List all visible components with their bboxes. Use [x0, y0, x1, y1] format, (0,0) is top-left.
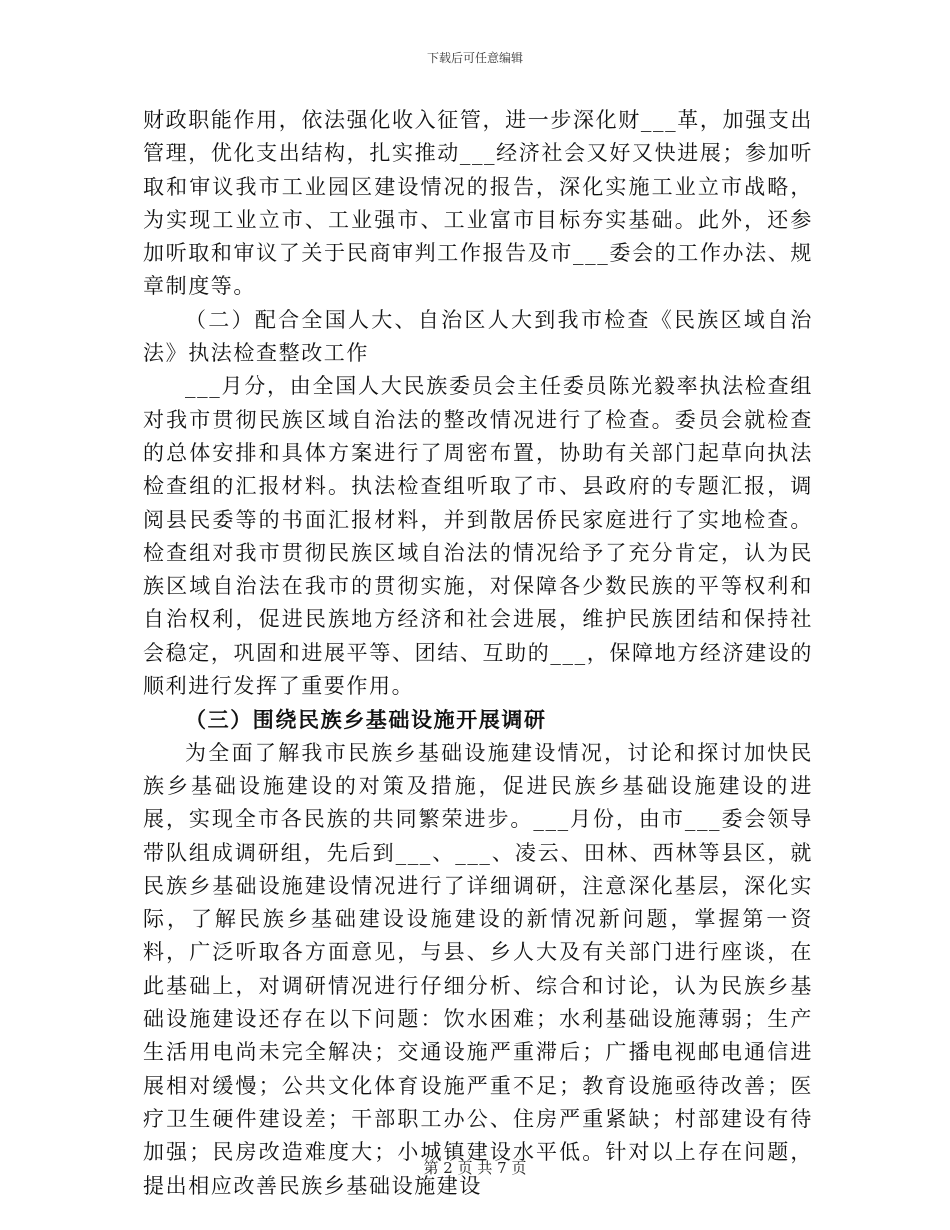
section-heading-3: （三）围绕民族乡基础设施开展调研: [185, 707, 547, 733]
paragraph-inspection: ___月分，由全国人大民族委员会主任委员陈光毅率执法检查组对我市贯彻民族区域自治法的整改情况进行了检查。委员会就检查的总体安排和具体方案进行了周密布置，协助有关部门起草向执法检查组的汇报材料。执法检查组听取了市、县政府的专题汇报，调阅县民委等的书面汇报材料，并到散居侨民家庭进行了实地检查。检查组对我市贯彻民族区域自治法的情况给予了充分肯定，认为民族区域自治法在我市的贯彻实施，对保障各少数民族的平等权利和自治权利，促进民族地方经济和社会进展，维护民族团结和保持社会稳定，巩固和进展平等、团结、互助的___，保障地方经济建设的顺利进行发挥了重要作用。: [143, 374, 813, 699]
paragraph-continuation: 财政职能作用，依法强化收入征管，进一步深化财___革，加强支出管理，优化支出结构，扎实推动___经济社会又好又快进展；参加听取和审议我市工业园区建设情况的报告，深化实施工业立市战略，为实现工业立市、工业强市、工业富市目标夯实基础。此外，还参加听取和审议了关于民商审判工作报告及市___委会的工作办法、规章制度等。: [143, 108, 813, 299]
page-header-note: 下载后可任意编辑: [426, 51, 523, 65]
page-number: 第 2 页 共 7 页: [423, 1159, 527, 1177]
paragraph-research: 为全面了解我市民族乡基础设施建设情况，讨论和探讨加快民族乡基础设施建设的对策及措施，促进民族乡基础设施建设的进展，实现全市各民族的共同繁荣进步。___月份，由市___委会领导带队组成调研组，先后到___、___、凌云、田林、西林等县区，就民族乡基础设施建设情况进行了详细调研，注意深化基层，深化实际，了解民族乡基础建设设施建设的新情况新问题，掌握第一资料，广泛听取各方面意见，与县、乡人大及有关部门进行座谈，在此基础上，对调研情况进行仔细分析、综合和讨论，认为民族乡基础设施建设还存在以下问题：饮水困难；水利基础设施薄弱；生产生活用电尚未完全解决；交通设施严重滞后；广播电视邮电通信进展相对缓慢；公共文化体育设施严重不足；教育设施亟待改善；医疗卫生硬件建设差；干部职工办公、住房严重紧缺；村部建设有待加强；民房改造难度大；小城镇建设水平低。针对以上存在问题，提出相应改善民族乡基础设施建设: [143, 740, 813, 1198]
section-heading-2: （二）配合全国人大、自治区人大到我市检查《民族区域自治法》执法检查整改工作: [143, 307, 813, 366]
document-body: [143, 104, 813, 1203]
